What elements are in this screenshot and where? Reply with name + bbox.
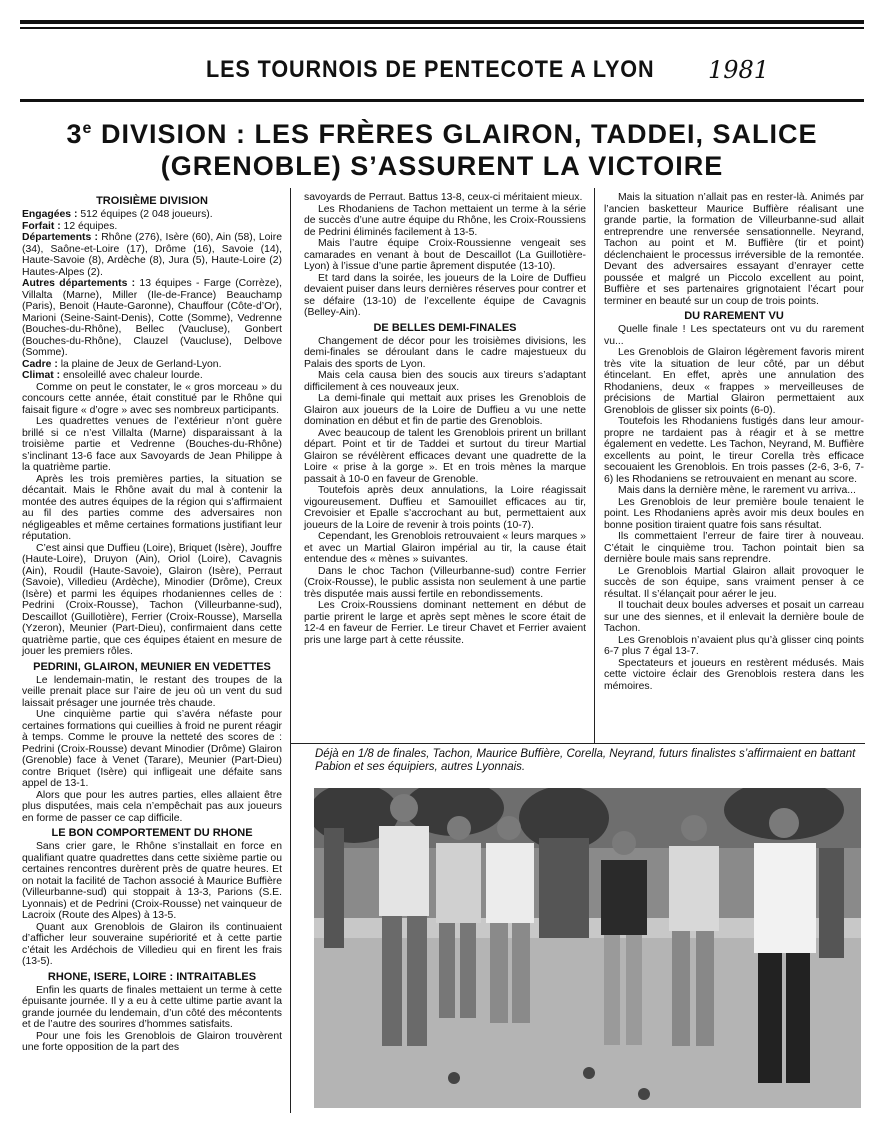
column-1 <box>22 192 282 1054</box>
paragraphs-finale <box>604 324 864 692</box>
section-heading-demi-finales: DE BELLES DEMI-FINALES <box>373 321 517 334</box>
masthead-title: LES TOURNOIS DE PENTECOTE A LYON <box>206 56 655 83</box>
paragraphs-intraitables <box>22 985 282 1054</box>
paragraph: Les Grenoblois de Glairon légèrement favoris mirent très vite la situation de leur côté, par un début étincelant. En effet, après une annulation des Rhodaniens, deux « frappes » merveilleuses de précisions de Martial Glairon permettaient aux Grenoblois de glisser six points (6-0). <box>604 347 864 416</box>
paragraphs-demi-finales <box>304 336 586 647</box>
facts-list <box>22 209 282 382</box>
paragraph: Le Grenoblois Martial Glairon allait provoquer le succès de son équipe, sans vraiment penser à ce résultat. Il s’élançait pour aérer le jeu. <box>604 565 864 600</box>
players-photo-illustration <box>314 788 861 1108</box>
fact-line <box>22 359 282 371</box>
paragraph: Cependant, les Grenoblois retrouvaient « leurs marques » et avec un Martial Glairon impérial au tir, la cause était entendue des « mènes » suivantes. <box>304 531 586 565</box>
paragraph: Les quadrettes venues de l’extérieur n’ont guère brillé si ce n’est Villalta (Marne) disparaissant à la troisième partie et Vedrenne (Bouches-du-Rhône) s’inclinant 13-6 face aux Savoyards de Jean Philippe à la quatrième partie. <box>22 416 282 473</box>
paragraphs-vedettes <box>22 675 282 825</box>
players-photo <box>314 788 861 1108</box>
paragraph: Dans le choc Tachon (Villeurbanne-sud) contre Ferrier (Croix-Rousse), le public assista non seulement à une partie très disputée mais aussi fertile en rebondissements. <box>304 565 586 600</box>
fact-text: 512 équipes (2 048 joueurs). <box>77 209 213 220</box>
fact-label: Engagées : <box>22 209 78 220</box>
paragraph: Quelle finale ! Les spectateurs ont vu du rarement vu... <box>604 324 864 347</box>
paragraph: Spectateurs et joueurs en restèrent médusés. Mais cette victoire éclair des Grenoblois restera dans les mémoires. <box>604 657 864 692</box>
paragraph: C’est ainsi que Duffieu (Loire), Briquet (Isère), Jouffre (Haute-Loire), Druyon (Ain), Oriol (Loire), Cavagnis (Ain), Roudil (Haute-Savoie), Glairon (Isère), Perraut (Savoie), Villedieu (Ardèche), Minodier (Drôme), Creux (Isère) et parmi les équipes rhodaniennes celles de : Pedrini (Croix-Rousse), Tachon (Villeurbanne-sud), Descaillot (Guillotière), Ferrier (Croix-Rousse), Marsella (Yzeron), Meunier (Part-Dieu), confirmaient dans cette quatrième partie, que ces équipes étaient en mesure de jouer les premiers rôles. <box>22 542 282 657</box>
section-heading-troisieme: TROISIÈME DIVISION <box>96 195 208 207</box>
paragraph: Changement de décor pour les troisièmes divisions, les demi-finales se déroulant dans le cadre majestueux du Palais des sports de Lyon. <box>304 335 586 370</box>
fact-label: Autres départements : <box>22 278 136 289</box>
fact-line <box>22 278 282 359</box>
paragraph: Il touchait deux boules adverses et posait un carreau sur une des siennes, et il enlevait la dernière boule de Tachon. <box>604 600 864 634</box>
handwritten-year: 1981 <box>708 56 770 84</box>
paragraph: Le lendemain-matin, le restant des troupes de la veille prenait place sur l’aire de jeu où un vent du sud laissait présager une journée très chaude. <box>22 674 282 709</box>
paragraph: Et tard dans la soirée, les joueurs de la Loire de Duffieu devaient puiser dans leurs dernières réserves pour contrer et se défaire (13-10) de l’excellente équipe de Cavagnis (Belley-Ain). <box>304 272 586 318</box>
fact-label: Départements : <box>22 232 99 243</box>
fact-line <box>22 370 282 382</box>
paragraph: Toutefois les Rhodaniens fustigés dans leur amour-propre ne tardaient pas à réagir et à se mettre également en vedette. Les Tachon, Neyrand, M. Buffière excellents au point, le tireur Corella très efficace secouaient les Grenoblois. En trois passes (2-6, 3-6, 7-6) les Rhodaniens se retrouvaient en menant au score. <box>604 416 864 485</box>
headline-line2: (GRENOBLE) S’ASSURENT LA VICTOIRE <box>160 151 724 181</box>
fact-text: 12 équipes. <box>60 220 118 232</box>
fact-line <box>22 232 282 278</box>
paragraph: Ils commettaient l’erreur de faire tirer à nouveau. C’était le cinquième trou. Tachon pointait bien sa dernière boule mais sans reprendre. <box>604 531 864 565</box>
photo-caption: Déjà en 1/8 de finales, Tachon, Maurice Buffière, Corella, Neyrand, futurs finalistes s’affirmaient en battant Pabion et ses équipiers, autres Lyonnais. <box>315 748 856 773</box>
fact-text: Rhône (276), Isère (60), Ain (58), Loire (34), Saône-et-Loire (17), Drôme (16), Savoie (14), Haute-Savoie (8), Ardèche (8), Jura (5), Haute-Loire (2) Hautes-Alpes (2). <box>22 232 282 278</box>
paragraph: Les Grenoblois n’avaient plus qu’à glisser cinq points 6-7 plus 7 égal 13-7. <box>604 634 864 657</box>
paragraph: Pour une fois les Grenoblois de Glairon trouvèrent une forte opposition de la part des <box>22 1030 282 1053</box>
fact-text: ensoleillé avec chaleur lourde. <box>60 370 203 381</box>
paragraph: Quant aux Grenoblois de Glairon ils continuaient d’afficher leur souveraine supériorité et à cette partie c’était les Ardéchois de Villedieu qui en firent les frais (13-5). <box>22 921 282 967</box>
paragraph: Les Grenoblois de leur première boule tenaient le point. Les Rhodaniens après avoir mis deux boules en bonne position tiraient quatre fois sans résultat. <box>604 496 864 531</box>
fact-label: Cadre : <box>22 358 58 370</box>
fact-label: Forfait : <box>22 220 61 232</box>
paragraph: Avec beaucoup de talent les Grenoblois prirent un brillant départ. Point et tir de Taddei et surtout du tireur Martial Glairon se révélèrent efficaces devant une quadrette de la Loire « prise à la gorge ». Et en trois mènes la marque passait à 10-0 en faveur de Grenoble. <box>304 427 586 485</box>
paragraph: Les Croix-Roussiens dominant nettement en début de partie prirent le large et après sept mènes le score était de 12-4 en faveur de Ferrier. Le tireur Chavet et Ferrier avaient pris une large part à cette réussite. <box>304 600 586 646</box>
paragraphs-quarts <box>304 192 586 319</box>
masthead <box>20 22 864 104</box>
paragraph: Mais l’autre équipe Croix-Roussienne vengeait ses camarades en venant à bout de Descaillot (La Guillotière-Lyon) à l’issue d’une partie âprement disputée (13-10). <box>304 238 586 272</box>
section-heading-rarement-vu: DU RAREMENT VU <box>684 310 784 322</box>
paragraphs-rhone <box>22 841 282 968</box>
paragraph: Une cinquième partie qui s’avéra néfaste pour certaines formations qui cueillies à froid ne purent réagir à temps. Comme le prouve la netteté des scores de : Pedrini (Croix-Rousse) devant Minodier (Drôme) Glairon (Grenoble) face à Venet (Tarare), Meunier (Part-Dieu) contre Briquet (Isère) qui infligeait une défaite sans appel de 13-1. <box>22 709 282 789</box>
paragraph: Alors que pour les autres parties, elles allaient être plus disputées, mais cela n’empêchait pas aux joueurs en forme de passer ce cap difficile. <box>22 789 282 824</box>
column-rule-2 <box>594 188 595 743</box>
fact-line <box>22 209 282 221</box>
paragraph: Mais dans la dernière mène, le rarement vu arriva... <box>618 485 856 496</box>
fact-text: 13 équipes - Farge (Corrèze), Villalta (Marne), Miller (Ile-de-France) Beauchamp (Paris), Benoit (Haute-Garonne), Chauffour (Côte-d’Or), Marioni (Seine-Saint-Denis), Cotte (Somme), Vedrenne (Bouches-du-Rhône), Bellec (Vaucluse), Gonbert (Bouches-du-Rhône), Clauzel (Vaucluse), Delbove (Somme). <box>22 278 282 358</box>
paragraph: Mais cela causa bien des soucis aux tireurs s’adaptant difficilement à ces nouveaux jeux. <box>304 370 586 393</box>
section-heading-rhone: LE BON COMPORTEMENT DU RHONE <box>51 827 253 839</box>
paragraphs-remontee <box>604 192 864 307</box>
column-3 <box>604 192 864 692</box>
paragraphs-intro <box>22 382 282 658</box>
paragraph: Sans crier gare, le Rhône s’installait en force en qualifiant quatre quadrettes dans cette sixième partie ou certaines rencontres durèrent près de quatre heures. Et on notait la facilité de Tachon associé à Maurice Buffière (Villeurbanne-sud) qui stoppait à 13-3, Parions (S.E. Lyonnais) et de Pedrini (Croix-Rousse) net vainqueur de Lacroix (Route des Alpes) à 13-5. <box>22 841 282 921</box>
photo-top-rule <box>290 743 865 744</box>
fact-label: Climat : <box>22 370 61 381</box>
section-heading-intraitables: RHONE, ISERE, LOIRE : INTRAITABLES <box>47 970 257 983</box>
paragraph: savoyards de Perraut. Battus 13-8, ceux-ci méritaient mieux. <box>304 192 583 203</box>
headline-line1: 3e DIVISION : LES FRÈRES GLAIRON, TADDEI, SALICE <box>66 119 818 149</box>
column-rule-1 <box>290 188 291 743</box>
section-heading-vedettes: PEDRINI, GLAIRON, MEUNIER EN VEDETTES <box>33 660 271 673</box>
paragraph: Toutefois après deux annulations, la Loire réagissait vigoureusement. Duffieu et Samouillet efficaces au tir, Crevoisier et Epalle s’accrochant au but, permettaient aux joueurs de la Loire de revenir à trois points (10-7). <box>304 485 586 531</box>
paragraph: Mais la situation n’allait pas en rester-là. Animés par l’ancien basketteur Maurice Buffière réalisant une grande partie, la formation de Villeurbanne-sud allait entreprendre une renversée sensationnelle. Neyrand, Tachon au point et M. Buffière (tir et point) déclenchaient le processus irréversible de la remontée. Devant des adversaires essayant d’enrayer cette poussée et malgré un Piccolo excellent au point, Buffière et ses partenaires grignotaient l’écart pour terminer en beauté sur un coup de trois points. <box>604 192 864 307</box>
paragraph: Comme on peut le constater, le « gros morceau » du concours cette année, était constitué par le Rhône qui faisait figure « d’ogre » avec ses nombreux participants. <box>22 381 282 416</box>
headline <box>20 118 864 182</box>
paragraph: Les Rhodaniens de Tachon mettaient un terme à la série de succès d’une autre équipe du Rhône, les Croix-Roussiens de Pedrini éliminés facilement à 13-5. <box>304 203 586 238</box>
column-2 <box>304 192 586 646</box>
paragraph: Enfin les quarts de finales mettaient un terme à cette épuisante journée. Il y a eu à cette ultime partie avant la grande journée du lendemain, d’un côté des mécontents et de l’autre des sourires d’hommes satisfaits. <box>22 984 282 1030</box>
paragraph: La demi-finale qui mettait aux prises les Grenoblois de Glairon aux joueurs de la Loire de Duffieu a vu une nette domination en début et fin de partie des Grenoblois. <box>304 393 586 427</box>
paragraph: Après les trois premières parties, la situation se décantait. Mais le Rhône avait du mal à contenir la montée des autres équipes de la région qui s’affirmaient au fil des parties comme des adversaires non négligeables et même certaines formations justifiant leur réputation. <box>22 473 282 542</box>
fact-line <box>22 221 282 233</box>
fact-text: la plaine de Jeux de Gerland-Lyon. <box>57 358 222 370</box>
column-rule-1-lower <box>290 743 291 1113</box>
